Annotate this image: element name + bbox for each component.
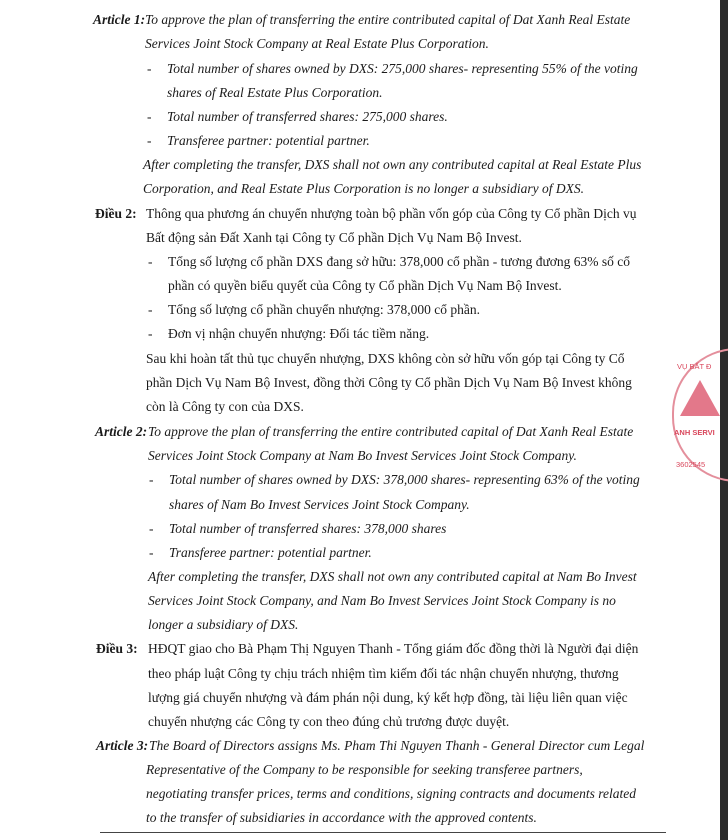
bottom-rule <box>100 832 666 833</box>
dieu-2-after-line-1: Sau khi hoàn tất thủ tục chuyển nhượng, DXS không còn sở hữu vốn góp tại Công ty Cổ <box>146 351 625 366</box>
article-3-line-1: The Board of Directors assigns Ms. Pham Thi Nguyen Thanh - General Director cum Legal <box>149 738 645 753</box>
company-seal <box>672 348 722 483</box>
article-1-bullet-3: Transferee partner: potential partner. <box>167 133 370 148</box>
seal-number-text: 3602545 <box>676 460 706 469</box>
dieu-3-line-1: HĐQT giao cho Bà Phạm Thị Nguyen Thanh - Tổng giám đốc đồng thời là Người đại diện <box>148 641 639 656</box>
bullet-dash: - <box>148 254 153 269</box>
article-2-label: Article 2: <box>95 424 148 439</box>
bullet-dash: - <box>149 472 154 487</box>
article-2-after-line-1: After completing the transfer, DXS shall not own any contributed capital at Nam Bo Invest <box>148 569 637 584</box>
dieu-3-line-4: chuyển nhượng các Công ty con theo đúng chủ trương được duyệt. <box>148 714 510 729</box>
bullet-dash: - <box>147 61 152 76</box>
article-2-after-line-2: Services Joint Stock Company, and Nam Bo Invest Services Joint Stock Company is no <box>148 593 616 608</box>
article-3-line-2: Representative of the Company to be responsible for seeking transferee partners, <box>146 762 583 777</box>
dieu-3-line-2: theo pháp luật Công ty chịu trách nhiệm tìm kiếm đối tác nhận chuyển nhượng, thương <box>148 666 619 681</box>
article-1-label: Article 1: <box>93 12 146 27</box>
dieu-2-bullet-3: Đơn vị nhận chuyển nhượng: Đối tác tiềm năng. <box>168 326 430 341</box>
bullet-dash: - <box>148 302 153 317</box>
dieu-2-label: Điều 2: <box>95 206 137 221</box>
dieu-2-line-1: Thông qua phương án chuyển nhượng toàn bộ phần vốn góp của Công ty Cổ phần Dịch vụ <box>146 206 637 221</box>
article-1-bullet-1-line-1: Total number of shares owned by DXS: 275,000 shares- representing 55% of the voting <box>167 61 638 76</box>
article-1-after-line-2: Corporation, and Real Estate Plus Corporation is no longer a subsidiary of DXS. <box>143 181 585 196</box>
bullet-dash: - <box>148 326 153 341</box>
dieu-3-line-3: lượng giá chuyển nhượng và đám phán nội dung, ký kết hợp đồng, tài liệu liên quan việc <box>148 690 628 705</box>
article-1-bullet-1-line-2: shares of Real Estate Plus Corporation. <box>167 85 383 100</box>
dieu-2-after-line-2: phần Dịch Vụ Nam Bộ Invest, đồng thời Công ty Cổ phần Dịch Vụ Nam Bộ Invest không <box>146 375 632 390</box>
seal-top-text: VỤ BẤT Đ <box>677 362 712 371</box>
article-3-line-3: negotiating transfer prices, terms and conditions, signing contracts and documents related <box>146 786 636 801</box>
article-2-line-2: Services Joint Stock Company at Nam Bo Invest Services Joint Stock Company. <box>148 448 577 463</box>
article-1-after-line-1: After completing the transfer, DXS shall not own any contributed capital at Real Estate Plus <box>143 157 642 172</box>
seal-logo-icon <box>680 380 720 416</box>
bullet-dash: - <box>149 545 154 560</box>
article-1-bullet-2: Total number of transferred shares: 275,000 shares. <box>167 109 448 124</box>
seal-middle-text: ANH SERVI <box>674 428 715 437</box>
article-2-bullet-3: Transferee partner: potential partner. <box>169 545 372 560</box>
dieu-3-label: Điều 3: <box>96 641 138 656</box>
bullet-dash: - <box>149 521 154 536</box>
article-1-line-1: To approve the plan of transferring the entire contributed capital of Dat Xanh Real Estate <box>145 12 631 27</box>
dieu-2-line-2: Bất động sản Đất Xanh tại Công ty Cổ phần Dịch Vụ Nam Bộ Invest. <box>146 230 522 245</box>
dieu-2-after-line-3: còn là Công ty con của DXS. <box>146 399 304 414</box>
article-2-after-line-3: longer a subsidiary of DXS. <box>148 617 299 632</box>
article-2-bullet-2: Total number of transferred shares: 378,000 shares <box>169 521 447 536</box>
article-3-line-4: to the transfer of subsidiaries in accordance with the approved contents. <box>146 810 537 825</box>
bullet-dash: - <box>147 109 152 124</box>
article-2-line-1: To approve the plan of transferring the entire contributed capital of Dat Xanh Real Estate <box>148 424 634 439</box>
dieu-2-bullet-2: Tổng số lượng cổ phần chuyển nhượng: 378,000 cổ phần. <box>168 302 480 317</box>
dieu-2-bullet-1-line-1: Tổng số lượng cổ phần DXS đang sở hữu: 378,000 cổ phần - tương đương 63% số cổ <box>168 254 631 269</box>
dieu-2-bullet-1-line-2: phần có quyền biểu quyết của Công ty Cổ phần Dịch Vụ Nam Bộ Invest. <box>168 278 562 293</box>
article-2-bullet-1-line-1: Total number of shares owned by DXS: 378,000 shares- representing 63% of the voting <box>169 472 640 487</box>
bullet-dash: - <box>147 133 152 148</box>
article-2-bullet-1-line-2: shares of Nam Bo Invest Services Joint Stock Company. <box>169 497 470 512</box>
article-1-line-2: Services Joint Stock Company at Real Estate Plus Corporation. <box>145 36 489 51</box>
article-3-label: Article 3: <box>96 738 149 753</box>
